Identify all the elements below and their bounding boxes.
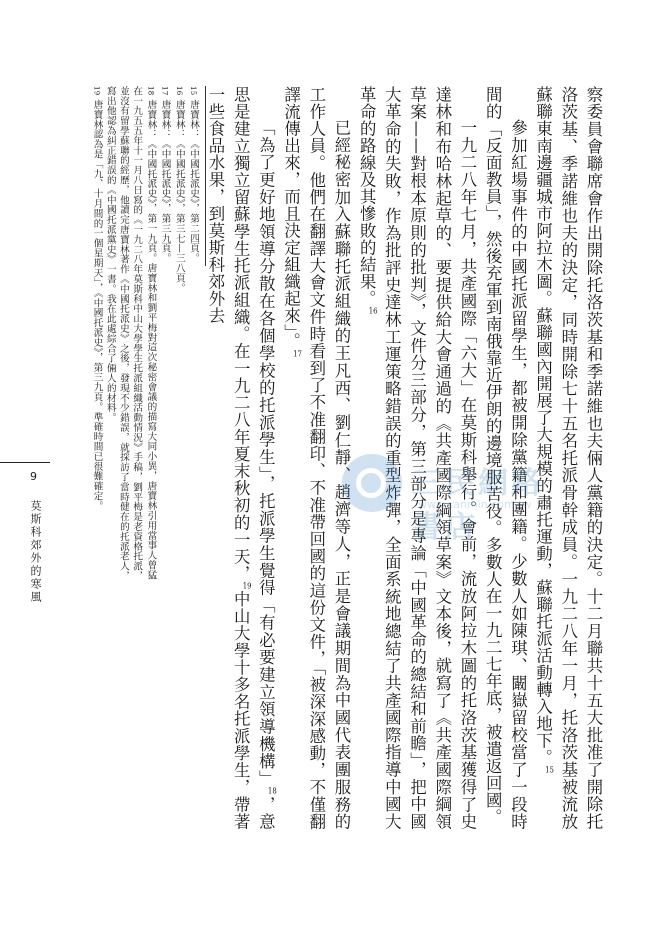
paragraph-4: 已經秘密加入蘇聯托派組織的王凡西、劉仁靜、趙濟等人，正是會議期間為中國代表團服務的工作人員。他們在翻譯大會文件時看到了不准翻印、不准帶回國的這份文件，「被深深感動，不僅翻譯流傳出來，而且決定組織起來」。$^{17}$ <box>281 86 351 830</box>
footnote-ref-18: 18 <box>267 787 277 796</box>
paragraph-5: 「為了更好地領導分散在各個學校的托派學生」，托派學生覺得「有必要建立領導機構」$^{18}$，意思是建立獨立留蘇學生托派組織。在一九二八年夏末秋初的一天，$^{19}$中山大學十多名托派學生，帶著一些食品水果，到莫斯科郊外去 <box>205 86 277 830</box>
watermark-url: www.sanmin.com.tw <box>418 498 532 511</box>
paragraph-1: 察委員會聯席會作出開除托洛茨基和季諾維也夫倆人黨籍的決定。十二月聯共十五大批准了開除托洛茨基、季諾維也夫的決定，同時開除七十五名托派骨幹成員。一九二八年一月，托洛茨基被流放蘇聯東南邊疆城市阿拉木圖。蘇聯國內開展了大規模的肅托運動，蘇聯托派活動轉入地下。$^{15}$ <box>533 86 603 830</box>
margin-rule <box>0 462 50 463</box>
watermark-name: 三民網路書店 <box>412 466 544 545</box>
paragraph-2: 參加紅場事件的中國托派留學生，都被開除黨籍和團籍。少數人如陳琪、闞嶽留校當了一段時間的「反面教員」，然後充軍到南俄靠近伊朗的邊境服苦役。多數人在一九二七年底，被遣返回國。 <box>483 86 528 830</box>
footnote-ref-15: 15 <box>545 766 554 774</box>
footnote-15: 15唐寶林：《中國托派史》，第二四頁。 <box>188 86 199 264</box>
footnote-17: 17唐寶林：《中國托派史》，第三九頁。 <box>159 86 171 264</box>
footnote-divider <box>205 86 206 266</box>
footnote-ref-16: 16 <box>368 307 378 315</box>
footnote-ref-19: 19 <box>242 582 252 591</box>
footnote-18: 18唐寶林：《中國托派史》，第一九頁。唐寶林和劉平梅對這次秘密會議的描寫大同小異，唐寶林引用當事人曾猛在一九五五年十一月八日寫的《一九二八年莫斯科中山大學學生托派組織活動情況》手稿，劉平梅是老資格托派，並沒有留學蘇聯的經歷，他讀完唐寶林著作《中國托派史》之後，發現不少錯誤，就採訪了當時健在的托派老人，寫出他認為糾正錯誤的《中國托派黨史》一書。我在此處綜合了倆人的材料。 <box>104 86 157 581</box>
paragraph-3: 一九二八年七月，共產國際「六大」在莫斯科舉行。會前，流放阿拉木圖的托洛茨基獲得了史達林和布哈林起草的、要提供給大會通過的《共產國際綱領草案》文本後，就寫了《共產國際綱領草案——對根本原則的批判》，文件分三部分，第三部分是專論「中國革命的總結和前瞻」，把中國大革命的失敗，作為批評史達林工運策略錯誤的重型炸彈，全面系統地總結了共產國際指導中國大革命的路線及其慘敗的結果。$^{16}$ <box>357 86 477 830</box>
running-head: 莫斯科郊外的寒風 <box>29 500 42 604</box>
footnote-19: 19唐寶林認為是「九、十月間的一個星期天」，《中國托派史》，第三九頁。準確時間已很難確定。 <box>91 86 103 511</box>
main-body-text <box>205 86 606 830</box>
footnotes <box>64 86 200 586</box>
footnote-16: 16唐寶林：《中國托派史》，第三七—三八頁。 <box>173 86 185 293</box>
footnote-ref-17: 17 <box>293 349 302 358</box>
page-number: 9 <box>30 470 37 483</box>
